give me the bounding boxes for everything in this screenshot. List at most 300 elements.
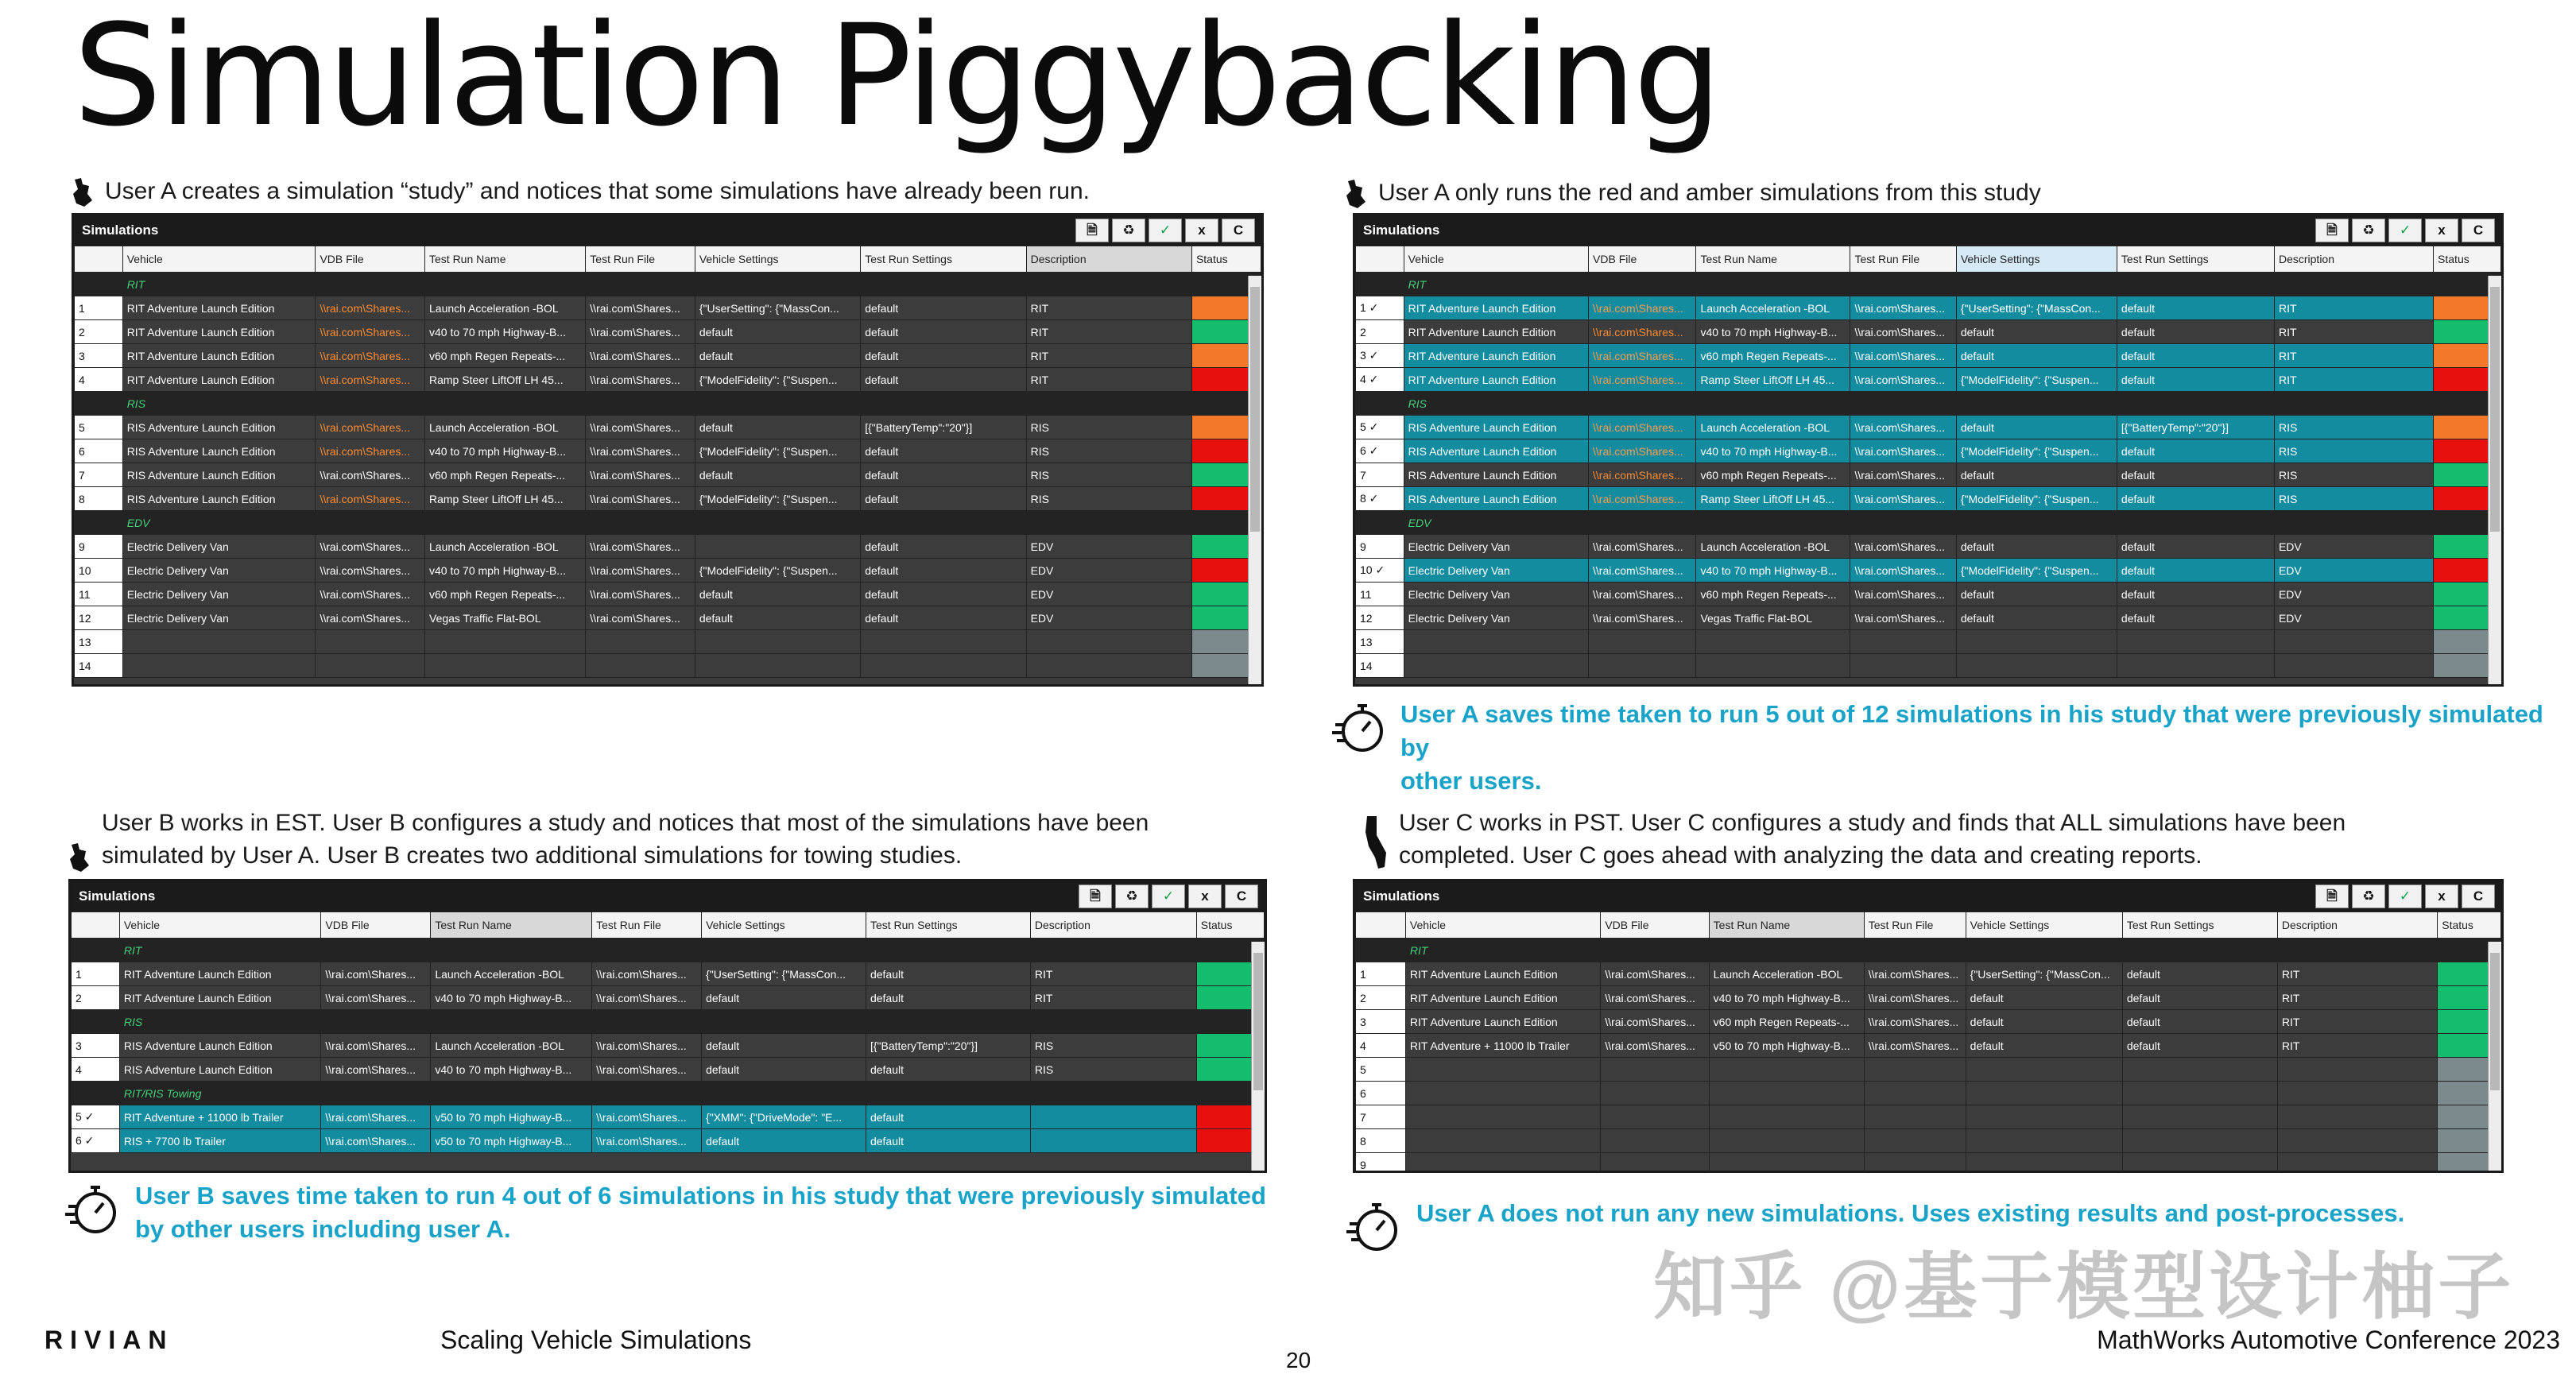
table-row[interactable] (1356, 344, 2501, 368)
description-cell[interactable]: RIT (1026, 296, 1191, 320)
column-header[interactable]: Test Run File (592, 912, 702, 939)
table-row[interactable] (1356, 1153, 2501, 1174)
vehicle-settings-cell[interactable]: default (702, 1058, 866, 1082)
test-run-name-cell[interactable]: v40 to 70 mph Highway-B... (1696, 439, 1850, 463)
vehicle-cell[interactable]: RIS Adventure Launch Edition (122, 463, 316, 487)
table-row[interactable] (75, 273, 1261, 296)
table-row[interactable] (75, 463, 1261, 487)
cell[interactable] (1404, 654, 1588, 678)
table-row[interactable] (1356, 1129, 2501, 1153)
description-cell[interactable]: RIT (2274, 344, 2433, 368)
vdb-file-cell[interactable]: \\rai.com\Shares... (321, 962, 431, 986)
test-run-settings-cell[interactable]: default (861, 320, 1026, 344)
description-cell[interactable]: RIS (1026, 487, 1191, 511)
cell[interactable] (1601, 1082, 1709, 1105)
test-run-settings-cell[interactable]: [{"BatteryTemp":"20"}] (866, 1034, 1030, 1058)
test-run-name-cell[interactable]: v40 to 70 mph Highway-B... (425, 439, 586, 463)
accept-icon[interactable]: ✓ (1149, 219, 1182, 242)
description-cell[interactable]: RIS (1030, 1058, 1196, 1082)
cell[interactable] (1696, 630, 1850, 654)
vehicle-cell[interactable]: RIT Adventure Launch Edition (1405, 1010, 1600, 1034)
cell[interactable] (1405, 1153, 1600, 1174)
vdb-file-cell[interactable]: \\rai.com\Shares... (1589, 296, 1696, 320)
description-cell[interactable]: EDV (1026, 583, 1191, 606)
table-row[interactable] (1356, 583, 2501, 606)
table-row[interactable] (1356, 439, 2501, 463)
table-row[interactable] (75, 511, 1261, 535)
test-run-name-cell[interactable]: Launch Acceleration -BOL (425, 296, 586, 320)
description-cell[interactable]: RIS (2274, 416, 2433, 439)
vehicle-settings-cell[interactable]: default (1966, 1010, 2122, 1034)
table-row[interactable] (1356, 986, 2501, 1010)
cell[interactable] (2122, 1105, 2277, 1129)
vehicle-settings-cell[interactable]: default (1956, 320, 2117, 344)
test-run-settings-cell[interactable]: default (2117, 535, 2274, 559)
cell[interactable] (1709, 1082, 1864, 1105)
vehicle-settings-cell[interactable]: {"ModelFidelity": {"Suspen... (1956, 487, 2117, 511)
test-run-file-cell[interactable]: \\rai.com\Shares... (586, 535, 695, 559)
export-icon[interactable]: 🗎 (2315, 219, 2349, 242)
test-run-file-cell[interactable]: \\rai.com\Shares... (1864, 986, 1966, 1010)
test-run-name-cell[interactable]: v50 to 70 mph Highway-B... (431, 1129, 592, 1153)
test-run-file-cell[interactable]: \\rai.com\Shares... (1850, 463, 1956, 487)
vehicle-settings-cell[interactable]: {"ModelFidelity": {"Suspen... (1956, 559, 2117, 583)
test-run-settings-cell[interactable]: default (2117, 583, 2274, 606)
column-header[interactable]: Description (2274, 246, 2433, 273)
test-run-name-cell[interactable]: Ramp Steer LiftOff LH 45... (425, 368, 586, 392)
column-header[interactable]: Vehicle Settings (1956, 246, 2117, 273)
description-cell[interactable]: EDV (2274, 535, 2433, 559)
column-header[interactable] (1356, 246, 1404, 273)
test-run-settings-cell[interactable]: default (2117, 344, 2274, 368)
cell[interactable] (2277, 1153, 2437, 1174)
vdb-file-cell[interactable]: \\rai.com\Shares... (1589, 606, 1696, 630)
cell[interactable] (695, 654, 860, 678)
description-cell[interactable]: RIT (2277, 986, 2437, 1010)
column-header[interactable] (72, 912, 120, 939)
column-header[interactable]: Test Run Settings (2117, 246, 2274, 273)
vehicle-settings-cell[interactable]: default (1956, 416, 2117, 439)
test-run-file-cell[interactable]: \\rai.com\Shares... (1850, 368, 1956, 392)
table-row[interactable] (75, 559, 1261, 583)
test-run-file-cell[interactable]: \\rai.com\Shares... (1850, 559, 1956, 583)
description-cell[interactable]: RIS (1026, 439, 1191, 463)
vehicle-settings-cell[interactable]: default (702, 986, 866, 1010)
table-row[interactable] (1356, 511, 2501, 535)
cell[interactable] (2274, 654, 2433, 678)
test-run-name-cell[interactable]: v60 mph Regen Repeats-... (425, 344, 586, 368)
vehicle-cell[interactable]: RIS Adventure Launch Edition (122, 416, 316, 439)
table-row[interactable] (75, 606, 1261, 630)
cell[interactable] (861, 654, 1026, 678)
vehicle-cell[interactable]: Electric Delivery Van (1404, 535, 1588, 559)
cell[interactable] (2117, 654, 2274, 678)
test-run-name-cell[interactable]: v60 mph Regen Repeats-... (425, 463, 586, 487)
test-run-name-cell[interactable]: Vegas Traffic Flat-BOL (425, 606, 586, 630)
test-run-settings-cell[interactable]: default (2117, 439, 2274, 463)
test-run-file-cell[interactable]: \\rai.com\Shares... (586, 320, 695, 344)
test-run-settings-cell[interactable]: default (2117, 487, 2274, 511)
vehicle-cell[interactable]: RIT Adventure Launch Edition (1405, 962, 1600, 986)
vehicle-cell[interactable]: RIT Adventure Launch Edition (122, 368, 316, 392)
vehicle-settings-cell[interactable]: default (702, 1034, 866, 1058)
test-run-settings-cell[interactable]: default (861, 583, 1026, 606)
cell[interactable] (1966, 1153, 2122, 1174)
test-run-file-cell[interactable]: \\rai.com\Shares... (1850, 320, 1956, 344)
vehicle-settings-cell[interactable]: default (695, 344, 860, 368)
test-run-name-cell[interactable]: v40 to 70 mph Highway-B... (431, 986, 592, 1010)
test-run-settings-cell[interactable]: default (861, 535, 1026, 559)
cell[interactable] (2122, 1129, 2277, 1153)
cell[interactable] (1709, 1129, 1864, 1153)
test-run-settings-cell[interactable]: default (866, 1105, 1030, 1129)
vehicle-settings-cell[interactable]: {"UserSetting": {"MassCon... (695, 296, 860, 320)
test-run-file-cell[interactable]: \\rai.com\Shares... (586, 463, 695, 487)
table-row[interactable] (1356, 1010, 2501, 1034)
column-header[interactable]: Status (2438, 912, 2501, 939)
column-header[interactable]: Test Run Name (425, 246, 586, 273)
test-run-name-cell[interactable]: v60 mph Regen Repeats-... (425, 583, 586, 606)
table-row[interactable] (1356, 1034, 2501, 1058)
test-run-name-cell[interactable]: v40 to 70 mph Highway-B... (431, 1058, 592, 1082)
description-cell[interactable]: RIT (1026, 320, 1191, 344)
vdb-file-cell[interactable]: \\rai.com\Shares... (321, 1129, 431, 1153)
description-cell[interactable]: RIS (1026, 463, 1191, 487)
close-icon[interactable]: x (2425, 219, 2458, 242)
test-run-file-cell[interactable]: \\rai.com\Shares... (1864, 1010, 1966, 1034)
vehicle-cell[interactable]: RIS Adventure Launch Edition (1404, 416, 1588, 439)
cell[interactable] (1864, 1082, 1966, 1105)
vehicle-cell[interactable]: RIT Adventure Launch Edition (1404, 344, 1588, 368)
test-run-settings-cell[interactable]: default (861, 487, 1026, 511)
column-header[interactable]: Test Run File (1864, 912, 1966, 939)
vdb-file-cell[interactable]: \\rai.com\Shares... (1601, 962, 1709, 986)
vdb-file-cell[interactable]: \\rai.com\Shares... (316, 606, 425, 630)
description-cell[interactable]: RIS (1030, 1034, 1196, 1058)
column-header[interactable]: VDB File (1601, 912, 1709, 939)
vdb-file-cell[interactable]: \\rai.com\Shares... (321, 1034, 431, 1058)
test-run-name-cell[interactable]: v60 mph Regen Repeats-... (1709, 1010, 1864, 1034)
vdb-file-cell[interactable]: \\rai.com\Shares... (321, 1105, 431, 1129)
vehicle-cell[interactable]: Electric Delivery Van (1404, 559, 1588, 583)
vdb-file-cell[interactable]: \\rai.com\Shares... (1589, 320, 1696, 344)
test-run-settings-cell[interactable]: [{"BatteryTemp":"20"}] (861, 416, 1026, 439)
test-run-settings-cell[interactable]: default (861, 439, 1026, 463)
table-row[interactable] (75, 583, 1261, 606)
vehicle-cell[interactable]: RIS Adventure Launch Edition (1404, 439, 1588, 463)
vehicle-settings-cell[interactable]: {"UserSetting": {"MassCon... (702, 962, 866, 986)
table-row[interactable] (72, 1105, 1265, 1129)
cell[interactable] (1850, 654, 1956, 678)
table-row[interactable] (1356, 1082, 2501, 1105)
table-row[interactable] (72, 939, 1265, 962)
vehicle-cell[interactable]: Electric Delivery Van (122, 535, 316, 559)
test-run-name-cell[interactable]: Vegas Traffic Flat-BOL (1696, 606, 1850, 630)
test-run-settings-cell[interactable]: default (2117, 368, 2274, 392)
vdb-file-cell[interactable]: \\rai.com\Shares... (316, 368, 425, 392)
vehicle-cell[interactable]: RIT Adventure Launch Edition (119, 986, 321, 1010)
cell[interactable] (316, 654, 425, 678)
test-run-file-cell[interactable]: \\rai.com\Shares... (586, 583, 695, 606)
table-row[interactable] (75, 487, 1261, 511)
export-icon[interactable]: 🗎 (1075, 219, 1109, 242)
test-run-name-cell[interactable]: v60 mph Regen Repeats-... (1696, 583, 1850, 606)
test-run-settings-cell[interactable]: default (866, 986, 1030, 1010)
vdb-file-cell[interactable]: \\rai.com\Shares... (316, 463, 425, 487)
description-cell[interactable]: RIS (2274, 487, 2433, 511)
table-row[interactable] (72, 1010, 1265, 1034)
test-run-name-cell[interactable]: Ramp Steer LiftOff LH 45... (1696, 368, 1850, 392)
table-row[interactable] (1356, 962, 2501, 986)
vehicle-cell[interactable]: RIT Adventure Launch Edition (1405, 986, 1600, 1010)
vehicle-cell[interactable]: RIT Adventure Launch Edition (1404, 320, 1588, 344)
table-row[interactable] (1356, 630, 2501, 654)
test-run-settings-cell[interactable]: [{"BatteryTemp":"20"}] (2117, 416, 2274, 439)
vehicle-settings-cell[interactable]: default (695, 463, 860, 487)
vehicle-settings-cell[interactable]: {"UserSetting": {"MassCon... (1966, 962, 2122, 986)
column-header[interactable]: Test Run Name (431, 912, 592, 939)
column-header[interactable]: Test Run Name (1696, 246, 1850, 273)
vehicle-cell[interactable]: RIS Adventure Launch Edition (122, 439, 316, 463)
vehicle-cell[interactable]: RIS + 7700 lb Trailer (119, 1129, 321, 1153)
test-run-name-cell[interactable]: Ramp Steer LiftOff LH 45... (1696, 487, 1850, 511)
test-run-file-cell[interactable]: \\rai.com\Shares... (1864, 962, 1966, 986)
cell[interactable] (2277, 1082, 2437, 1105)
refresh-sync-icon[interactable]: ♻ (1112, 219, 1145, 242)
vehicle-settings-cell[interactable]: default (1956, 535, 2117, 559)
description-cell[interactable]: RIT (1030, 962, 1196, 986)
test-run-file-cell[interactable]: \\rai.com\Shares... (1850, 344, 1956, 368)
column-header[interactable] (75, 246, 123, 273)
vdb-file-cell[interactable]: \\rai.com\Shares... (316, 439, 425, 463)
description-cell[interactable]: EDV (2274, 559, 2433, 583)
test-run-settings-cell[interactable]: default (2122, 986, 2277, 1010)
close-icon[interactable]: x (2425, 884, 2458, 908)
vehicle-settings-cell[interactable]: default (695, 320, 860, 344)
test-run-name-cell[interactable]: v50 to 70 mph Highway-B... (1709, 1034, 1864, 1058)
test-run-settings-cell[interactable]: default (866, 1058, 1030, 1082)
vehicle-settings-cell[interactable]: default (1956, 344, 2117, 368)
cell[interactable] (1026, 630, 1191, 654)
vehicle-cell[interactable]: Electric Delivery Van (1404, 606, 1588, 630)
cell[interactable] (1864, 1105, 1966, 1129)
cell[interactable] (1864, 1129, 1966, 1153)
reload-icon[interactable]: C (2462, 219, 2495, 242)
description-cell[interactable]: RIT (2277, 1010, 2437, 1034)
cell[interactable] (2277, 1129, 2437, 1153)
test-run-name-cell[interactable]: Launch Acceleration -BOL (431, 1034, 592, 1058)
column-header[interactable]: Description (1030, 912, 1196, 939)
vehicle-settings-cell[interactable]: default (695, 606, 860, 630)
test-run-file-cell[interactable]: \\rai.com\Shares... (592, 1129, 702, 1153)
vehicle-settings-cell[interactable]: {"ModelFidelity": {"Suspen... (695, 368, 860, 392)
description-cell[interactable]: EDV (1026, 535, 1191, 559)
test-run-file-cell[interactable]: \\rai.com\Shares... (1850, 535, 1956, 559)
vehicle-settings-cell[interactable]: {"ModelFidelity": {"Suspen... (695, 487, 860, 511)
column-header[interactable]: VDB File (1589, 246, 1696, 273)
vehicle-settings-cell[interactable]: default (702, 1129, 866, 1153)
test-run-file-cell[interactable]: \\rai.com\Shares... (592, 1105, 702, 1129)
table-row[interactable] (1356, 1058, 2501, 1082)
table-row[interactable] (75, 392, 1261, 416)
cell[interactable] (316, 630, 425, 654)
cell[interactable] (2117, 630, 2274, 654)
vehicle-cell[interactable]: RIS Adventure Launch Edition (119, 1058, 321, 1082)
column-header[interactable]: Vehicle (1404, 246, 1588, 273)
cell[interactable] (2122, 1082, 2277, 1105)
vehicle-settings-cell[interactable]: default (1956, 583, 2117, 606)
test-run-name-cell[interactable]: v60 mph Regen Repeats-... (1696, 344, 1850, 368)
vehicle-settings-cell[interactable]: {"ModelFidelity": {"Suspen... (695, 559, 860, 583)
test-run-file-cell[interactable]: \\rai.com\Shares... (1850, 439, 1956, 463)
table-row[interactable] (1356, 368, 2501, 392)
cell[interactable] (1966, 1058, 2122, 1082)
column-header[interactable]: Test Run File (586, 246, 695, 273)
export-icon[interactable]: 🗎 (1079, 884, 1112, 908)
test-run-file-cell[interactable]: \\rai.com\Shares... (586, 296, 695, 320)
cell[interactable] (1956, 654, 2117, 678)
table-row[interactable] (75, 368, 1261, 392)
test-run-file-cell[interactable]: \\rai.com\Shares... (1850, 583, 1956, 606)
vehicle-cell[interactable]: Electric Delivery Van (122, 559, 316, 583)
vehicle-cell[interactable]: RIS Adventure Launch Edition (119, 1034, 321, 1058)
vehicle-cell[interactable]: RIT Adventure Launch Edition (122, 344, 316, 368)
table-row[interactable] (1356, 654, 2501, 678)
table-row[interactable] (1356, 559, 2501, 583)
vehicle-cell[interactable]: RIT Adventure Launch Edition (119, 962, 321, 986)
cell[interactable] (1966, 1129, 2122, 1153)
close-icon[interactable]: x (1188, 884, 1222, 908)
cell[interactable] (2274, 630, 2433, 654)
test-run-settings-cell[interactable]: default (2122, 1010, 2277, 1034)
vehicle-cell[interactable]: RIT Adventure Launch Edition (1404, 296, 1588, 320)
reload-icon[interactable]: C (2462, 884, 2495, 908)
description-cell[interactable] (1030, 1105, 1196, 1129)
cell[interactable] (2277, 1105, 2437, 1129)
refresh-sync-icon[interactable]: ♻ (2352, 219, 2385, 242)
test-run-settings-cell[interactable]: default (866, 1129, 1030, 1153)
test-run-name-cell[interactable]: v40 to 70 mph Highway-B... (1696, 559, 1850, 583)
cell[interactable] (1601, 1153, 1709, 1174)
vdb-file-cell[interactable]: \\rai.com\Shares... (316, 583, 425, 606)
test-run-settings-cell[interactable]: default (2117, 606, 2274, 630)
vehicle-cell[interactable]: RIT Adventure Launch Edition (1404, 368, 1588, 392)
vehicle-settings-cell[interactable]: default (1956, 606, 2117, 630)
vehicle-cell[interactable]: RIT Adventure + 11000 lb Trailer (119, 1105, 321, 1129)
column-header[interactable]: Test Run Settings (2122, 912, 2277, 939)
vehicle-settings-cell[interactable]: {"XMM": {"DriveMode": "E... (702, 1105, 866, 1129)
description-cell[interactable]: RIT (2274, 296, 2433, 320)
cell[interactable] (1601, 1105, 1709, 1129)
table-row[interactable] (1356, 939, 2501, 962)
test-run-file-cell[interactable]: \\rai.com\Shares... (586, 559, 695, 583)
vdb-file-cell[interactable]: \\rai.com\Shares... (1589, 416, 1696, 439)
test-run-file-cell[interactable]: \\rai.com\Shares... (1850, 416, 1956, 439)
test-run-settings-cell[interactable]: default (861, 463, 1026, 487)
vdb-file-cell[interactable]: \\rai.com\Shares... (1589, 559, 1696, 583)
description-cell[interactable] (1030, 1129, 1196, 1153)
description-cell[interactable]: EDV (1026, 606, 1191, 630)
test-run-file-cell[interactable]: \\rai.com\Shares... (586, 368, 695, 392)
table-row[interactable] (72, 962, 1265, 986)
description-cell[interactable]: RIT (1026, 368, 1191, 392)
cell[interactable] (1966, 1082, 2122, 1105)
test-run-name-cell[interactable]: Ramp Steer LiftOff LH 45... (425, 487, 586, 511)
table-row[interactable] (1356, 392, 2501, 416)
refresh-sync-icon[interactable]: ♻ (1115, 884, 1149, 908)
cell[interactable] (586, 630, 695, 654)
cell[interactable] (861, 630, 1026, 654)
test-run-file-cell[interactable]: \\rai.com\Shares... (586, 487, 695, 511)
cell[interactable] (1709, 1153, 1864, 1174)
table-row[interactable] (1356, 296, 2501, 320)
test-run-settings-cell[interactable]: default (861, 606, 1026, 630)
test-run-name-cell[interactable]: Launch Acceleration -BOL (425, 535, 586, 559)
cell[interactable] (1709, 1058, 1864, 1082)
cell[interactable] (1601, 1058, 1709, 1082)
vehicle-cell[interactable]: RIT Adventure Launch Edition (122, 296, 316, 320)
table-row[interactable] (1356, 273, 2501, 296)
test-run-settings-cell[interactable]: default (2122, 962, 2277, 986)
table-row[interactable] (75, 320, 1261, 344)
test-run-file-cell[interactable]: \\rai.com\Shares... (586, 439, 695, 463)
cell[interactable] (1864, 1058, 1966, 1082)
cell[interactable] (1956, 630, 2117, 654)
vehicle-settings-cell[interactable]: {"ModelFidelity": {"Suspen... (1956, 368, 2117, 392)
test-run-name-cell[interactable]: Launch Acceleration -BOL (1696, 416, 1850, 439)
test-run-name-cell[interactable]: Launch Acceleration -BOL (1709, 962, 1864, 986)
vehicle-cell[interactable]: RIS Adventure Launch Edition (1404, 487, 1588, 511)
vehicle-settings-cell[interactable] (695, 535, 860, 559)
accept-icon[interactable]: ✓ (2388, 219, 2422, 242)
cell[interactable] (2277, 1058, 2437, 1082)
column-header[interactable]: Test Run Name (1709, 912, 1864, 939)
vehicle-settings-cell[interactable]: default (1966, 1034, 2122, 1058)
vehicle-cell[interactable]: Electric Delivery Van (122, 606, 316, 630)
test-run-settings-cell[interactable]: default (2117, 296, 2274, 320)
test-run-file-cell[interactable]: \\rai.com\Shares... (586, 416, 695, 439)
vdb-file-cell[interactable]: \\rai.com\Shares... (316, 487, 425, 511)
table-row[interactable] (1356, 1105, 2501, 1129)
column-header[interactable] (1356, 912, 1406, 939)
vertical-scrollbar[interactable] (1251, 942, 1265, 1171)
table-row[interactable] (75, 630, 1261, 654)
vehicle-cell[interactable]: RIS Adventure Launch Edition (1404, 463, 1588, 487)
description-cell[interactable]: EDV (1026, 559, 1191, 583)
test-run-file-cell[interactable]: \\rai.com\Shares... (592, 1034, 702, 1058)
reload-icon[interactable]: C (1222, 219, 1255, 242)
cell[interactable] (122, 630, 316, 654)
vehicle-cell[interactable]: Electric Delivery Van (1404, 583, 1588, 606)
cell[interactable] (1864, 1153, 1966, 1174)
vdb-file-cell[interactable]: \\rai.com\Shares... (1601, 1034, 1709, 1058)
vdb-file-cell[interactable]: \\rai.com\Shares... (1601, 986, 1709, 1010)
test-run-settings-cell[interactable]: default (861, 559, 1026, 583)
table-row[interactable] (72, 1034, 1265, 1058)
test-run-settings-cell[interactable]: default (861, 368, 1026, 392)
vertical-scrollbar[interactable] (1248, 276, 1261, 684)
vehicle-cell[interactable]: RIS Adventure Launch Edition (122, 487, 316, 511)
vdb-file-cell[interactable]: \\rai.com\Shares... (321, 986, 431, 1010)
description-cell[interactable]: RIS (1026, 416, 1191, 439)
vehicle-settings-cell[interactable]: default (695, 583, 860, 606)
description-cell[interactable]: EDV (2274, 583, 2433, 606)
description-cell[interactable]: RIT (2277, 1034, 2437, 1058)
cell[interactable] (1026, 654, 1191, 678)
cell[interactable] (1405, 1105, 1600, 1129)
export-icon[interactable]: 🗎 (2315, 884, 2349, 908)
test-run-name-cell[interactable]: v40 to 70 mph Highway-B... (1696, 320, 1850, 344)
